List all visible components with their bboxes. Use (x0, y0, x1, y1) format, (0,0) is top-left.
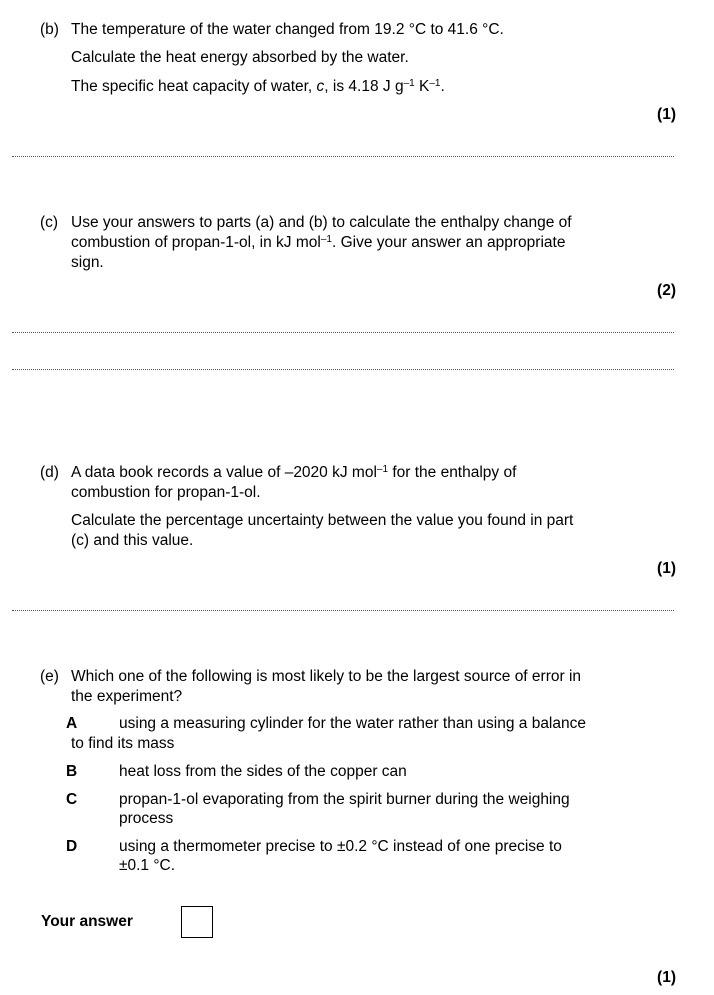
option-b-letter: B (66, 763, 78, 780)
part-e-question-line-1: Which one of the following is most likely to be the largest source of error in (71, 668, 582, 685)
option-a-text-line-2: to find its mass (71, 735, 175, 752)
part-d-question-line-2: combustion for propan-1-ol. (71, 484, 261, 501)
part-e-marks: (1) (657, 969, 676, 986)
option-c-letter: C (66, 791, 78, 808)
option-c-text-line-2: process (119, 810, 174, 827)
your-answer-label: Your answer (41, 913, 133, 930)
part-e-label: (e) (40, 668, 59, 685)
part-c-answer-line-1[interactable] (12, 332, 674, 333)
part-c-answer-line-2[interactable] (12, 369, 674, 370)
part-d-answer-line[interactable] (12, 610, 674, 611)
option-c-text-line-1: propan-1-ol evaporating from the spirit burner during the weighing (119, 791, 570, 808)
part-c-marks: (2) (657, 282, 676, 299)
option-d-letter: D (66, 838, 78, 855)
part-c-question-line-3: sign. (71, 254, 104, 271)
part-c-label: (c) (40, 214, 59, 231)
part-d-label: (d) (40, 464, 59, 481)
option-b-text: heat loss from the sides of the copper can (119, 763, 407, 780)
answer-box[interactable] (181, 906, 213, 938)
part-c-question-line-1: Use your answers to parts (a) and (b) to calculate the enthalpy change of (71, 214, 572, 231)
part-c-question-line-2: combustion of propan-1-ol, in kJ mol$^{-1}$. Give your answer an appropriate (71, 234, 566, 251)
part-b-marks: (1) (657, 106, 676, 123)
part-b-answer-line[interactable] (12, 156, 674, 157)
option-d-text-line-2: ±0.1 °C. (119, 857, 176, 874)
part-d-question-line-1: A data book records a value of –2020 kJ mol$^{-1}$ for the enthalpy of (71, 464, 517, 481)
part-d-marks: (1) (657, 560, 676, 577)
part-d-question-line-4: (c) and this value. (71, 532, 194, 549)
option-a-text-line-1: using a measuring cylinder for the water rather than using a balance (119, 715, 586, 732)
part-d-question-line-3: Calculate the percentage uncertainty between the value you found in part (71, 512, 574, 529)
part-b-label: (b) (40, 21, 59, 38)
part-e-question-line-2: the experiment? (71, 688, 183, 705)
part-b-question-line-1: The temperature of the water changed from 19.2 °C to 41.6 °C. (71, 21, 504, 38)
part-b-question-line-2: Calculate the heat energy absorbed by the water. (71, 49, 409, 66)
option-a-letter: A (66, 715, 78, 732)
option-d-text-line-1: using a thermometer precise to ±0.2 °C instead of one precise to (119, 838, 562, 855)
part-b-question-line-3: The specific heat capacity of water, c, is 4.18 J $g^{-1}$ $K^{-1}$. (71, 78, 445, 95)
